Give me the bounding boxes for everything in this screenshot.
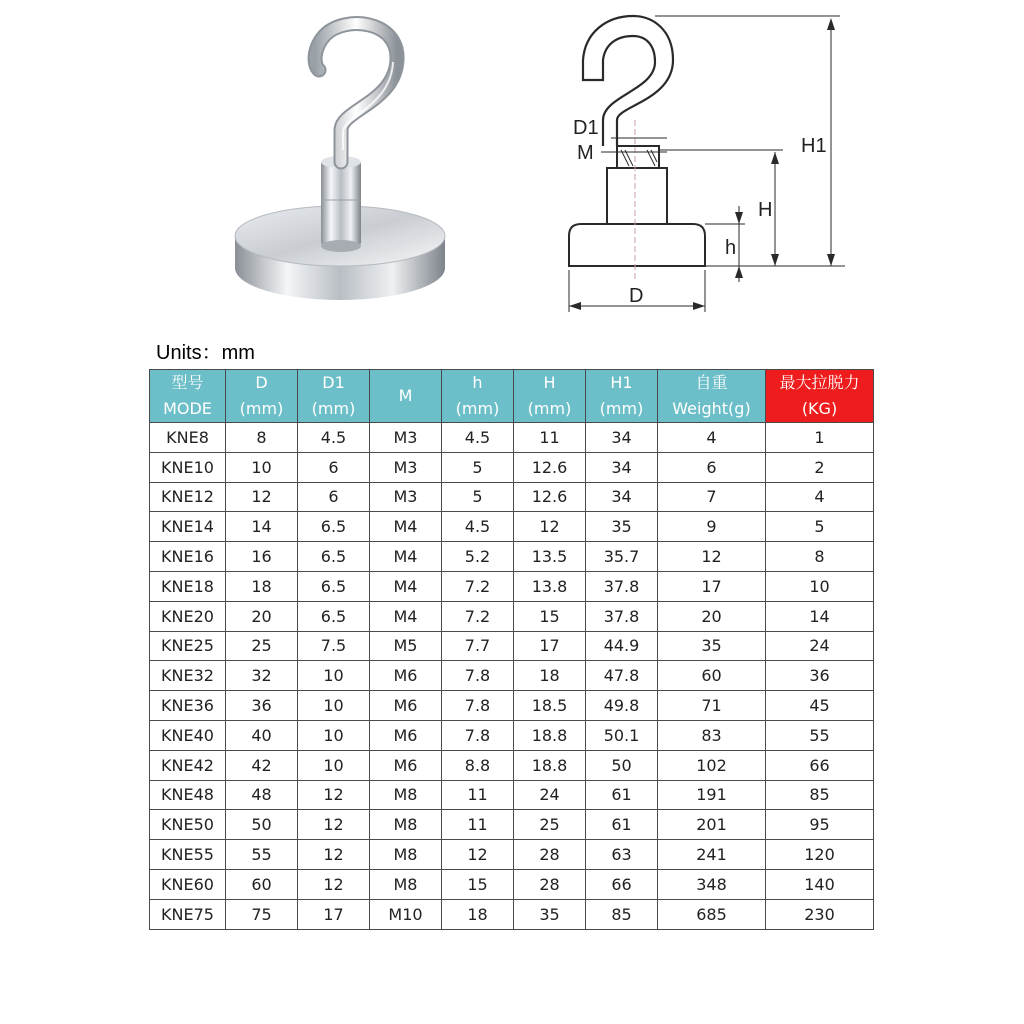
table-body (150, 423, 874, 930)
table-cell: 7.5 (298, 631, 370, 661)
column-header (370, 370, 442, 423)
table-cell: 6.5 (298, 542, 370, 572)
column-header (586, 370, 658, 423)
table-cell: 4.5 (442, 512, 514, 542)
table-cell: KNE20 (150, 601, 226, 631)
table-cell: M6 (370, 720, 442, 750)
label-d1: D1 (573, 117, 599, 139)
table-cell: 36 (226, 691, 298, 721)
units-label: Units：mm (156, 342, 255, 364)
column-header-line1: D (255, 373, 268, 392)
table-cell: 10 (298, 691, 370, 721)
table-row (150, 750, 874, 780)
table-cell: 50.1 (586, 720, 658, 750)
table-cell: 24 (514, 780, 586, 810)
column-header (766, 370, 874, 423)
spec-table (149, 369, 874, 930)
table-row (150, 899, 874, 929)
table-cell: 83 (658, 720, 766, 750)
table-cell: 37.8 (586, 571, 658, 601)
table-cell: 42 (226, 750, 298, 780)
table-cell: 14 (766, 601, 874, 631)
table-cell: KNE25 (150, 631, 226, 661)
table-cell: KNE18 (150, 571, 226, 601)
hook-magnet-diagram-icon (555, 10, 855, 330)
table-row (150, 810, 874, 840)
table-cell: 6.5 (298, 601, 370, 631)
table-cell: M6 (370, 691, 442, 721)
table-row (150, 482, 874, 512)
table-row (150, 452, 874, 482)
table-cell: KNE12 (150, 482, 226, 512)
column-header-line1: H (543, 373, 556, 392)
table-cell: 12.6 (514, 452, 586, 482)
column-header-line2: Weight(g) (672, 399, 751, 418)
table-cell: 7.8 (442, 661, 514, 691)
table-cell: 5 (442, 482, 514, 512)
column-header (442, 370, 514, 423)
table-cell: KNE10 (150, 452, 226, 482)
column-header-line2: (mm) (311, 399, 356, 418)
column-header-line2: (mm) (455, 399, 500, 418)
table-cell: 348 (658, 869, 766, 899)
table-cell: KNE36 (150, 691, 226, 721)
table-cell: 12 (298, 840, 370, 870)
table-cell: 10 (766, 571, 874, 601)
dimension-drawing (555, 10, 855, 330)
table-cell: KNE42 (150, 750, 226, 780)
table-cell: 12 (514, 512, 586, 542)
table-cell: 201 (658, 810, 766, 840)
table-cell: 7.2 (442, 601, 514, 631)
table-cell: 35 (586, 512, 658, 542)
label-h-big: H (758, 199, 773, 221)
table-cell: 9 (658, 512, 766, 542)
table-row (150, 512, 874, 542)
table-cell: 6.5 (298, 571, 370, 601)
table-cell: 71 (658, 691, 766, 721)
table-cell: 1 (766, 423, 874, 453)
table-row (150, 423, 874, 453)
table-cell: 18 (442, 899, 514, 929)
table-cell: 34 (586, 423, 658, 453)
table-cell: 60 (658, 661, 766, 691)
column-header-line1: 型号 (171, 373, 204, 392)
table-cell: 95 (766, 810, 874, 840)
table-cell: 50 (226, 810, 298, 840)
table-cell: 17 (658, 571, 766, 601)
table-cell: 6 (298, 452, 370, 482)
table-cell: 4.5 (298, 423, 370, 453)
table-cell: 24 (766, 631, 874, 661)
table-cell: 10 (226, 452, 298, 482)
table-cell: M6 (370, 750, 442, 780)
table-cell: KNE32 (150, 661, 226, 691)
table-cell: M8 (370, 810, 442, 840)
column-header-line2: (mm) (239, 399, 284, 418)
column-header (298, 370, 370, 423)
table-cell: 12 (298, 780, 370, 810)
table-cell: 18.8 (514, 750, 586, 780)
column-header-line2: MODE (163, 399, 212, 418)
table-cell: 20 (226, 601, 298, 631)
column-header-line2: (mm) (527, 399, 572, 418)
table-cell: 25 (226, 631, 298, 661)
table-cell: 12 (298, 869, 370, 899)
table-cell: 191 (658, 780, 766, 810)
table-cell: 44.9 (586, 631, 658, 661)
table-cell: 15 (514, 601, 586, 631)
table-cell: 66 (586, 869, 658, 899)
table-cell: M3 (370, 452, 442, 482)
table-cell: 63 (586, 840, 658, 870)
column-header (150, 370, 226, 423)
label-h1: H1 (801, 135, 827, 157)
table-cell: 47.8 (586, 661, 658, 691)
table-cell: KNE55 (150, 840, 226, 870)
table-cell: 75 (226, 899, 298, 929)
table-cell: 11 (442, 780, 514, 810)
table-cell: M5 (370, 631, 442, 661)
table-row (150, 631, 874, 661)
table-cell: 7.8 (442, 691, 514, 721)
table-cell: 28 (514, 869, 586, 899)
table-cell: 18.5 (514, 691, 586, 721)
table-cell: 34 (586, 452, 658, 482)
column-header-line1: h (472, 373, 483, 392)
table-cell: KNE48 (150, 780, 226, 810)
table-cell: 50 (586, 750, 658, 780)
column-header-line1: 最大拉脱力 (779, 373, 860, 392)
table-cell: 85 (766, 780, 874, 810)
table-cell: 85 (586, 899, 658, 929)
table-cell: 230 (766, 899, 874, 929)
table-cell: M6 (370, 661, 442, 691)
table-cell: 55 (226, 840, 298, 870)
table-cell: M10 (370, 899, 442, 929)
table-cell: 6.5 (298, 512, 370, 542)
table-row (150, 691, 874, 721)
label-m: M (577, 142, 594, 164)
table-row (150, 780, 874, 810)
product-photo (225, 10, 455, 310)
label-h-small: h (725, 237, 737, 259)
table-cell: 40 (226, 720, 298, 750)
table-cell: 11 (442, 810, 514, 840)
column-header-line2: (mm) (599, 399, 644, 418)
table-cell: 4 (766, 482, 874, 512)
table-row (150, 840, 874, 870)
table-cell: M4 (370, 601, 442, 631)
table-cell: 35.7 (586, 542, 658, 572)
table-cell: KNE60 (150, 869, 226, 899)
table-cell: M4 (370, 571, 442, 601)
table-cell: 49.8 (586, 691, 658, 721)
table-cell: 18 (226, 571, 298, 601)
table-cell: 2 (766, 452, 874, 482)
table-cell: 13.5 (514, 542, 586, 572)
table-cell: 241 (658, 840, 766, 870)
table-cell: 7.8 (442, 720, 514, 750)
table-cell: KNE14 (150, 512, 226, 542)
table-cell: 685 (658, 899, 766, 929)
table-cell: 55 (766, 720, 874, 750)
table-cell: 4.5 (442, 423, 514, 453)
table-cell: KNE16 (150, 542, 226, 572)
table-cell: M8 (370, 780, 442, 810)
table-cell: 13.8 (514, 571, 586, 601)
table-cell: M3 (370, 482, 442, 512)
table-cell: KNE50 (150, 810, 226, 840)
table-cell: 102 (658, 750, 766, 780)
table-cell: 12.6 (514, 482, 586, 512)
table-cell: 5 (442, 452, 514, 482)
table-cell: 17 (298, 899, 370, 929)
table-cell: 12 (442, 840, 514, 870)
table-cell: M4 (370, 512, 442, 542)
table-cell: 48 (226, 780, 298, 810)
table-row (150, 720, 874, 750)
table-cell: M8 (370, 840, 442, 870)
column-header-line1: M (398, 386, 413, 405)
table-cell: 36 (766, 661, 874, 691)
table-cell: 18.8 (514, 720, 586, 750)
table-cell: M8 (370, 869, 442, 899)
table-row (150, 542, 874, 572)
table-cell: 5 (766, 512, 874, 542)
hook-magnet-photo-icon (225, 10, 455, 310)
table-cell: 14 (226, 512, 298, 542)
table-cell: 7.7 (442, 631, 514, 661)
table-row (150, 869, 874, 899)
table-cell: 8 (766, 542, 874, 572)
table-cell: 120 (766, 840, 874, 870)
table-cell: 140 (766, 869, 874, 899)
table-cell: 18 (514, 661, 586, 691)
table-cell: M4 (370, 542, 442, 572)
table-cell: 8 (226, 423, 298, 453)
table-cell: 4 (658, 423, 766, 453)
table-cell: 66 (766, 750, 874, 780)
column-header-line1: 自重 (695, 373, 728, 392)
table-cell: 12 (226, 482, 298, 512)
table-cell: 32 (226, 661, 298, 691)
table-cell: KNE40 (150, 720, 226, 750)
table-cell: 8.8 (442, 750, 514, 780)
table-cell: 11 (514, 423, 586, 453)
table-cell: 10 (298, 661, 370, 691)
column-header (514, 370, 586, 423)
table-cell: 35 (514, 899, 586, 929)
table-cell: 61 (586, 780, 658, 810)
column-header-line1: H1 (610, 373, 633, 392)
table-cell: 7.2 (442, 571, 514, 601)
table-cell: 45 (766, 691, 874, 721)
table-cell: 20 (658, 601, 766, 631)
table-cell: 7 (658, 482, 766, 512)
header-row (150, 370, 874, 423)
table-cell: 10 (298, 750, 370, 780)
table-cell: 6 (298, 482, 370, 512)
table-cell: 28 (514, 840, 586, 870)
table-row (150, 661, 874, 691)
table-cell: 12 (298, 810, 370, 840)
table-cell: 5.2 (442, 542, 514, 572)
table-cell: 17 (514, 631, 586, 661)
table-cell: 37.8 (586, 601, 658, 631)
column-header-line1: D1 (322, 373, 345, 392)
column-header (226, 370, 298, 423)
table-cell: 25 (514, 810, 586, 840)
table-cell: 12 (658, 542, 766, 572)
table-cell: M3 (370, 423, 442, 453)
table-row (150, 571, 874, 601)
table-cell: 6 (658, 452, 766, 482)
table-cell: 10 (298, 720, 370, 750)
table-cell: 16 (226, 542, 298, 572)
table-cell: 15 (442, 869, 514, 899)
table-cell: 35 (658, 631, 766, 661)
label-d: D (629, 285, 644, 307)
table-cell: 34 (586, 482, 658, 512)
table-cell: KNE8 (150, 423, 226, 453)
table-cell: 60 (226, 869, 298, 899)
column-header (658, 370, 766, 423)
table-cell: KNE75 (150, 899, 226, 929)
column-header-line2: (KG) (801, 399, 838, 418)
table-cell: 61 (586, 810, 658, 840)
table-row (150, 601, 874, 631)
